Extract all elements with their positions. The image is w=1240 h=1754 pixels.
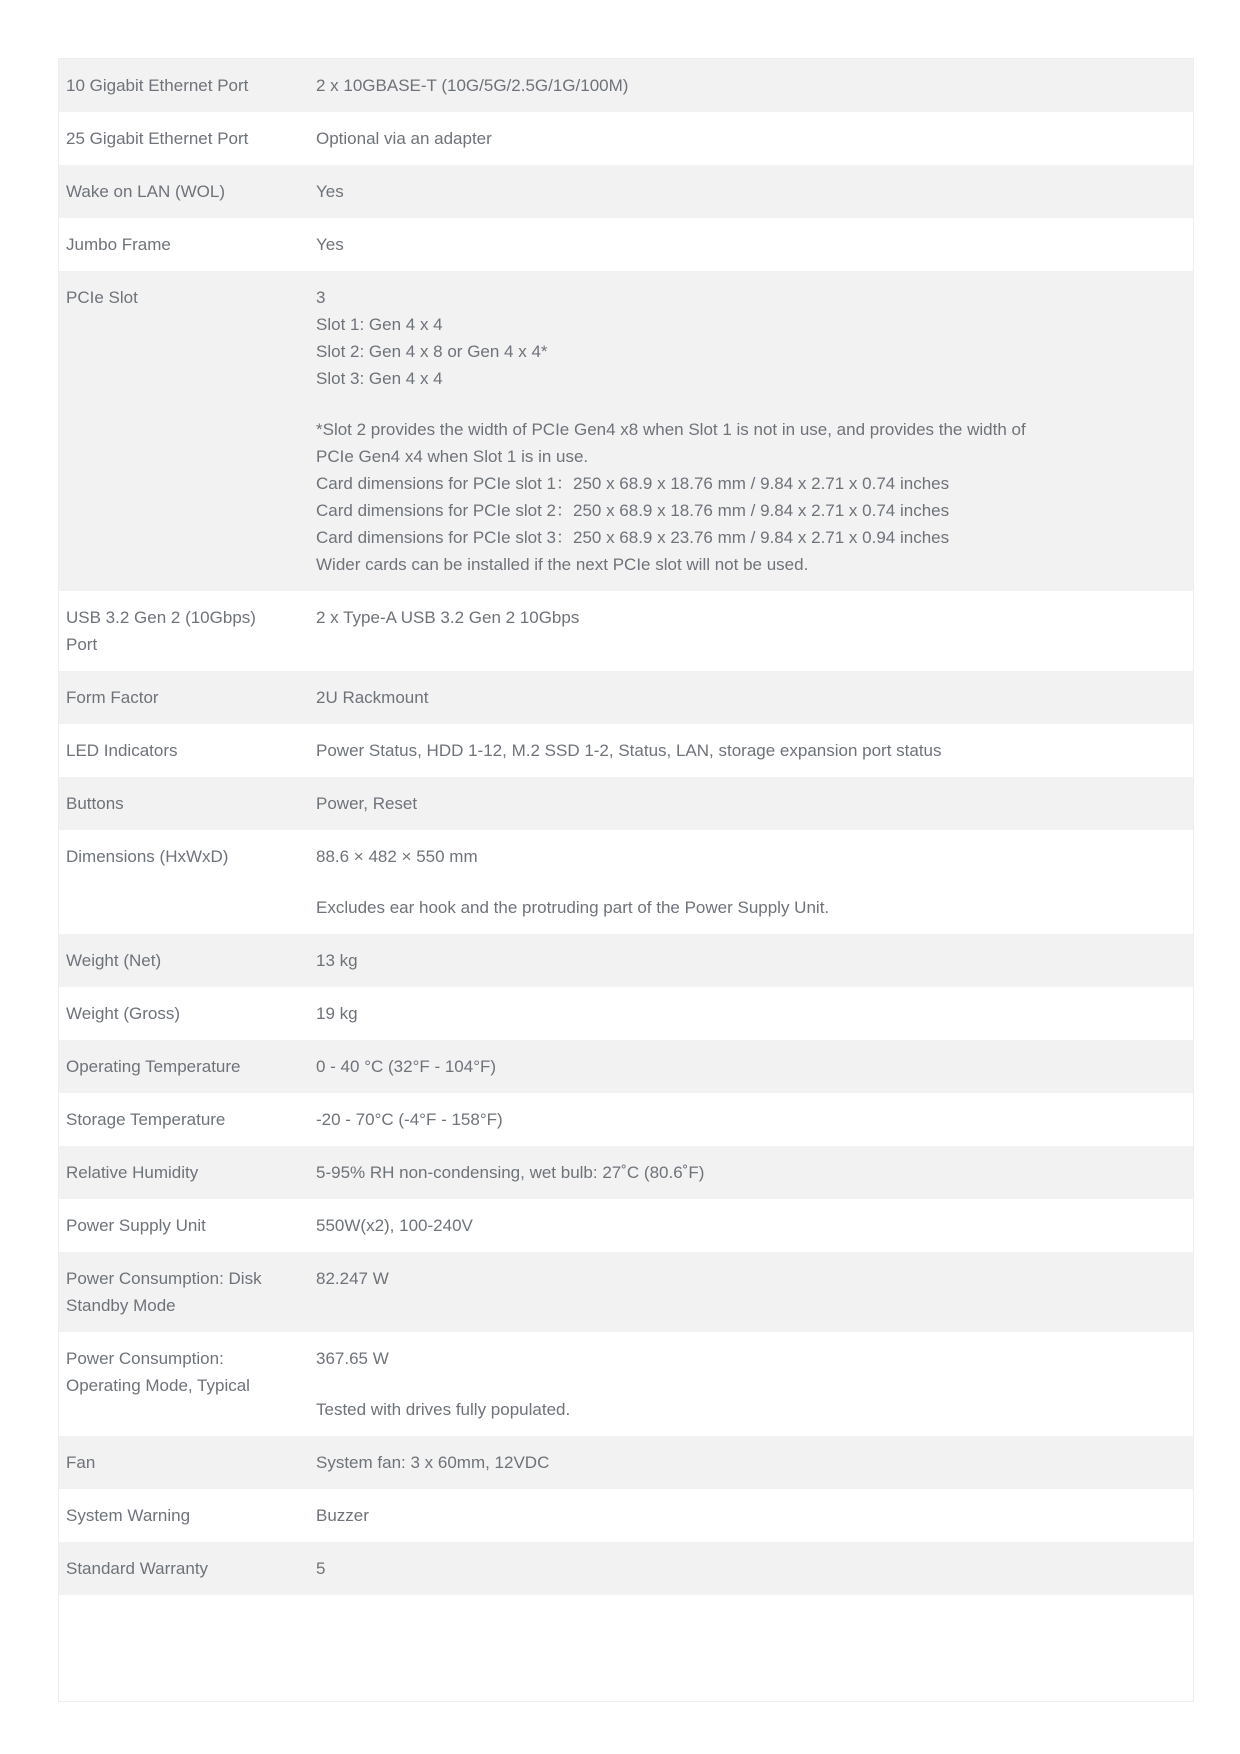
table-bottom-space [59, 1595, 1193, 1701]
spec-value-paragraph: 88.6 × 482 × 550 mm [316, 847, 478, 866]
spec-row [59, 1093, 1193, 1146]
spec-row [59, 1199, 1193, 1252]
spec-label: Jumbo Frame [66, 235, 171, 254]
spec-label: 10 Gigabit Ethernet Port [66, 76, 249, 95]
spec-value [316, 737, 1071, 764]
spec-value-paragraph: 2 x 10GBASE-T (10G/5G/2.5G/1G/100M) [316, 76, 629, 95]
spec-label: Power Consumption: Disk Standby Mode [66, 1269, 262, 1315]
spec-value-paragraph: -20 - 70°C (-4°F - 158°F) [316, 1110, 503, 1129]
spec-value-paragraph: 82.247 W [316, 1269, 389, 1288]
spec-row [59, 671, 1193, 724]
spec-label: System Warning [66, 1506, 191, 1525]
spec-value-paragraph: 5-95% RH non-condensing, wet bulb: 27˚C (80.6˚F) [316, 1163, 705, 1182]
spec-table [59, 59, 1193, 1595]
spec-label: Power Consumption: Operating Mode, Typical [66, 1349, 250, 1395]
spec-value-paragraph: 0 - 40 °C (32°F - 104°F) [316, 1057, 497, 1076]
spec-value-paragraph: System fan: 3 x 60mm, 12VDC [316, 1453, 550, 1472]
spec-row [59, 271, 1193, 591]
spec-value [316, 790, 1071, 817]
spec-row [59, 987, 1193, 1040]
spec-value [316, 72, 1071, 99]
spec-row [59, 1252, 1193, 1332]
spec-value [316, 684, 1071, 711]
spec-value-paragraph: Buzzer [316, 1506, 369, 1525]
spec-value-paragraph: Power, Reset [316, 794, 418, 813]
spec-value [316, 1053, 1071, 1080]
spec-label: Standard Warranty [66, 1559, 209, 1578]
spec-row [59, 1489, 1193, 1542]
spec-value-paragraph: 3 Slot 1: Gen 4 x 4 Slot 2: Gen 4 x 8 or Gen 4 x 4* Slot 3: Gen 4 x 4 [316, 288, 548, 388]
spec-value [316, 125, 1071, 152]
spec-value [316, 1106, 1071, 1133]
spec-row [59, 724, 1193, 777]
spec-value [316, 843, 1071, 921]
spec-label: Wake on LAN (WOL) [66, 182, 226, 201]
spec-row [59, 218, 1193, 271]
spec-value [316, 231, 1071, 258]
spec-value-paragraph: Excludes ear hook and the protruding part of the Power Supply Unit. [316, 898, 830, 917]
spec-label: Operating Temperature [66, 1057, 241, 1076]
spec-value-paragraph: Yes [316, 235, 344, 254]
spec-row [59, 1332, 1193, 1436]
spec-row [59, 777, 1193, 830]
spec-label: USB 3.2 Gen 2 (10Gbps) Port [66, 608, 256, 654]
spec-label: Form Factor [66, 688, 159, 707]
spec-value [316, 1449, 1071, 1476]
spec-row [59, 591, 1193, 671]
spec-value-paragraph: Yes [316, 182, 344, 201]
spec-label: Power Supply Unit [66, 1216, 206, 1235]
spec-value-paragraph: 13 kg [316, 951, 358, 970]
spec-value [316, 604, 1071, 631]
spec-value [316, 1159, 1071, 1186]
spec-value-paragraph: 5 [316, 1559, 326, 1578]
spec-label: Dimensions (HxWxD) [66, 847, 229, 866]
spec-value-paragraph: 19 kg [316, 1004, 358, 1023]
spec-label: PCIe Slot [66, 288, 138, 307]
spec-value [316, 1000, 1071, 1027]
spec-label: 25 Gigabit Ethernet Port [66, 129, 249, 148]
spec-row [59, 830, 1193, 934]
spec-row [59, 1542, 1193, 1595]
spec-value [316, 1555, 1071, 1582]
spec-label: Fan [66, 1453, 96, 1472]
spec-label: Storage Temperature [66, 1110, 226, 1129]
spec-label: Relative Humidity [66, 1163, 199, 1182]
spec-value [316, 1502, 1071, 1529]
spec-row [59, 1436, 1193, 1489]
spec-value [316, 1212, 1071, 1239]
spec-label: Buttons [66, 794, 124, 813]
spec-value-paragraph: 2U Rackmount [316, 688, 429, 707]
spec-value-paragraph: 550W(x2), 100-240V [316, 1216, 473, 1235]
spec-row [59, 1146, 1193, 1199]
spec-sheet [58, 58, 1194, 1702]
spec-row [59, 165, 1193, 218]
spec-value-paragraph: Power Status, HDD 1-12, M.2 SSD 1-2, Status, LAN, storage expansion port status [316, 741, 942, 760]
spec-value [316, 1345, 1071, 1423]
spec-value [316, 947, 1071, 974]
spec-row [59, 112, 1193, 165]
spec-value-paragraph: *Slot 2 provides the width of PCIe Gen4 x8 when Slot 1 is not in use, and provides the width of PCIe Gen4 x4 when Slot 1 is in use. Card dimensions for PCIe slot 1：250 x 68.9 x 18.76 mm / 9.84 x 2.71 x 0.74 inches Card dimensions for PCIe slot 2：250 x 68.9 x 18.76 mm / 9.84 x 2.71 x 0.74 inches Card dimensions for PCIe slot 3：250 x 68.9 x 23.76 mm / 9.84 x 2.71 x 0.94 inches Wider cards can be installed if the next PCIe slot will not be used. [316, 420, 1026, 574]
spec-value [316, 178, 1071, 205]
spec-value-paragraph: 2 x Type-A USB 3.2 Gen 2 10Gbps [316, 608, 580, 627]
spec-label: LED Indicators [66, 741, 178, 760]
spec-value [316, 1265, 1071, 1292]
spec-value-paragraph: 367.65 W [316, 1349, 389, 1368]
spec-label: Weight (Net) [66, 951, 162, 970]
spec-value [316, 284, 1071, 578]
spec-label: Weight (Gross) [66, 1004, 180, 1023]
spec-value-paragraph: Tested with drives fully populated. [316, 1400, 571, 1419]
spec-row [59, 59, 1193, 112]
spec-row [59, 934, 1193, 987]
spec-value-paragraph: Optional via an adapter [316, 129, 492, 148]
spec-row [59, 1040, 1193, 1093]
